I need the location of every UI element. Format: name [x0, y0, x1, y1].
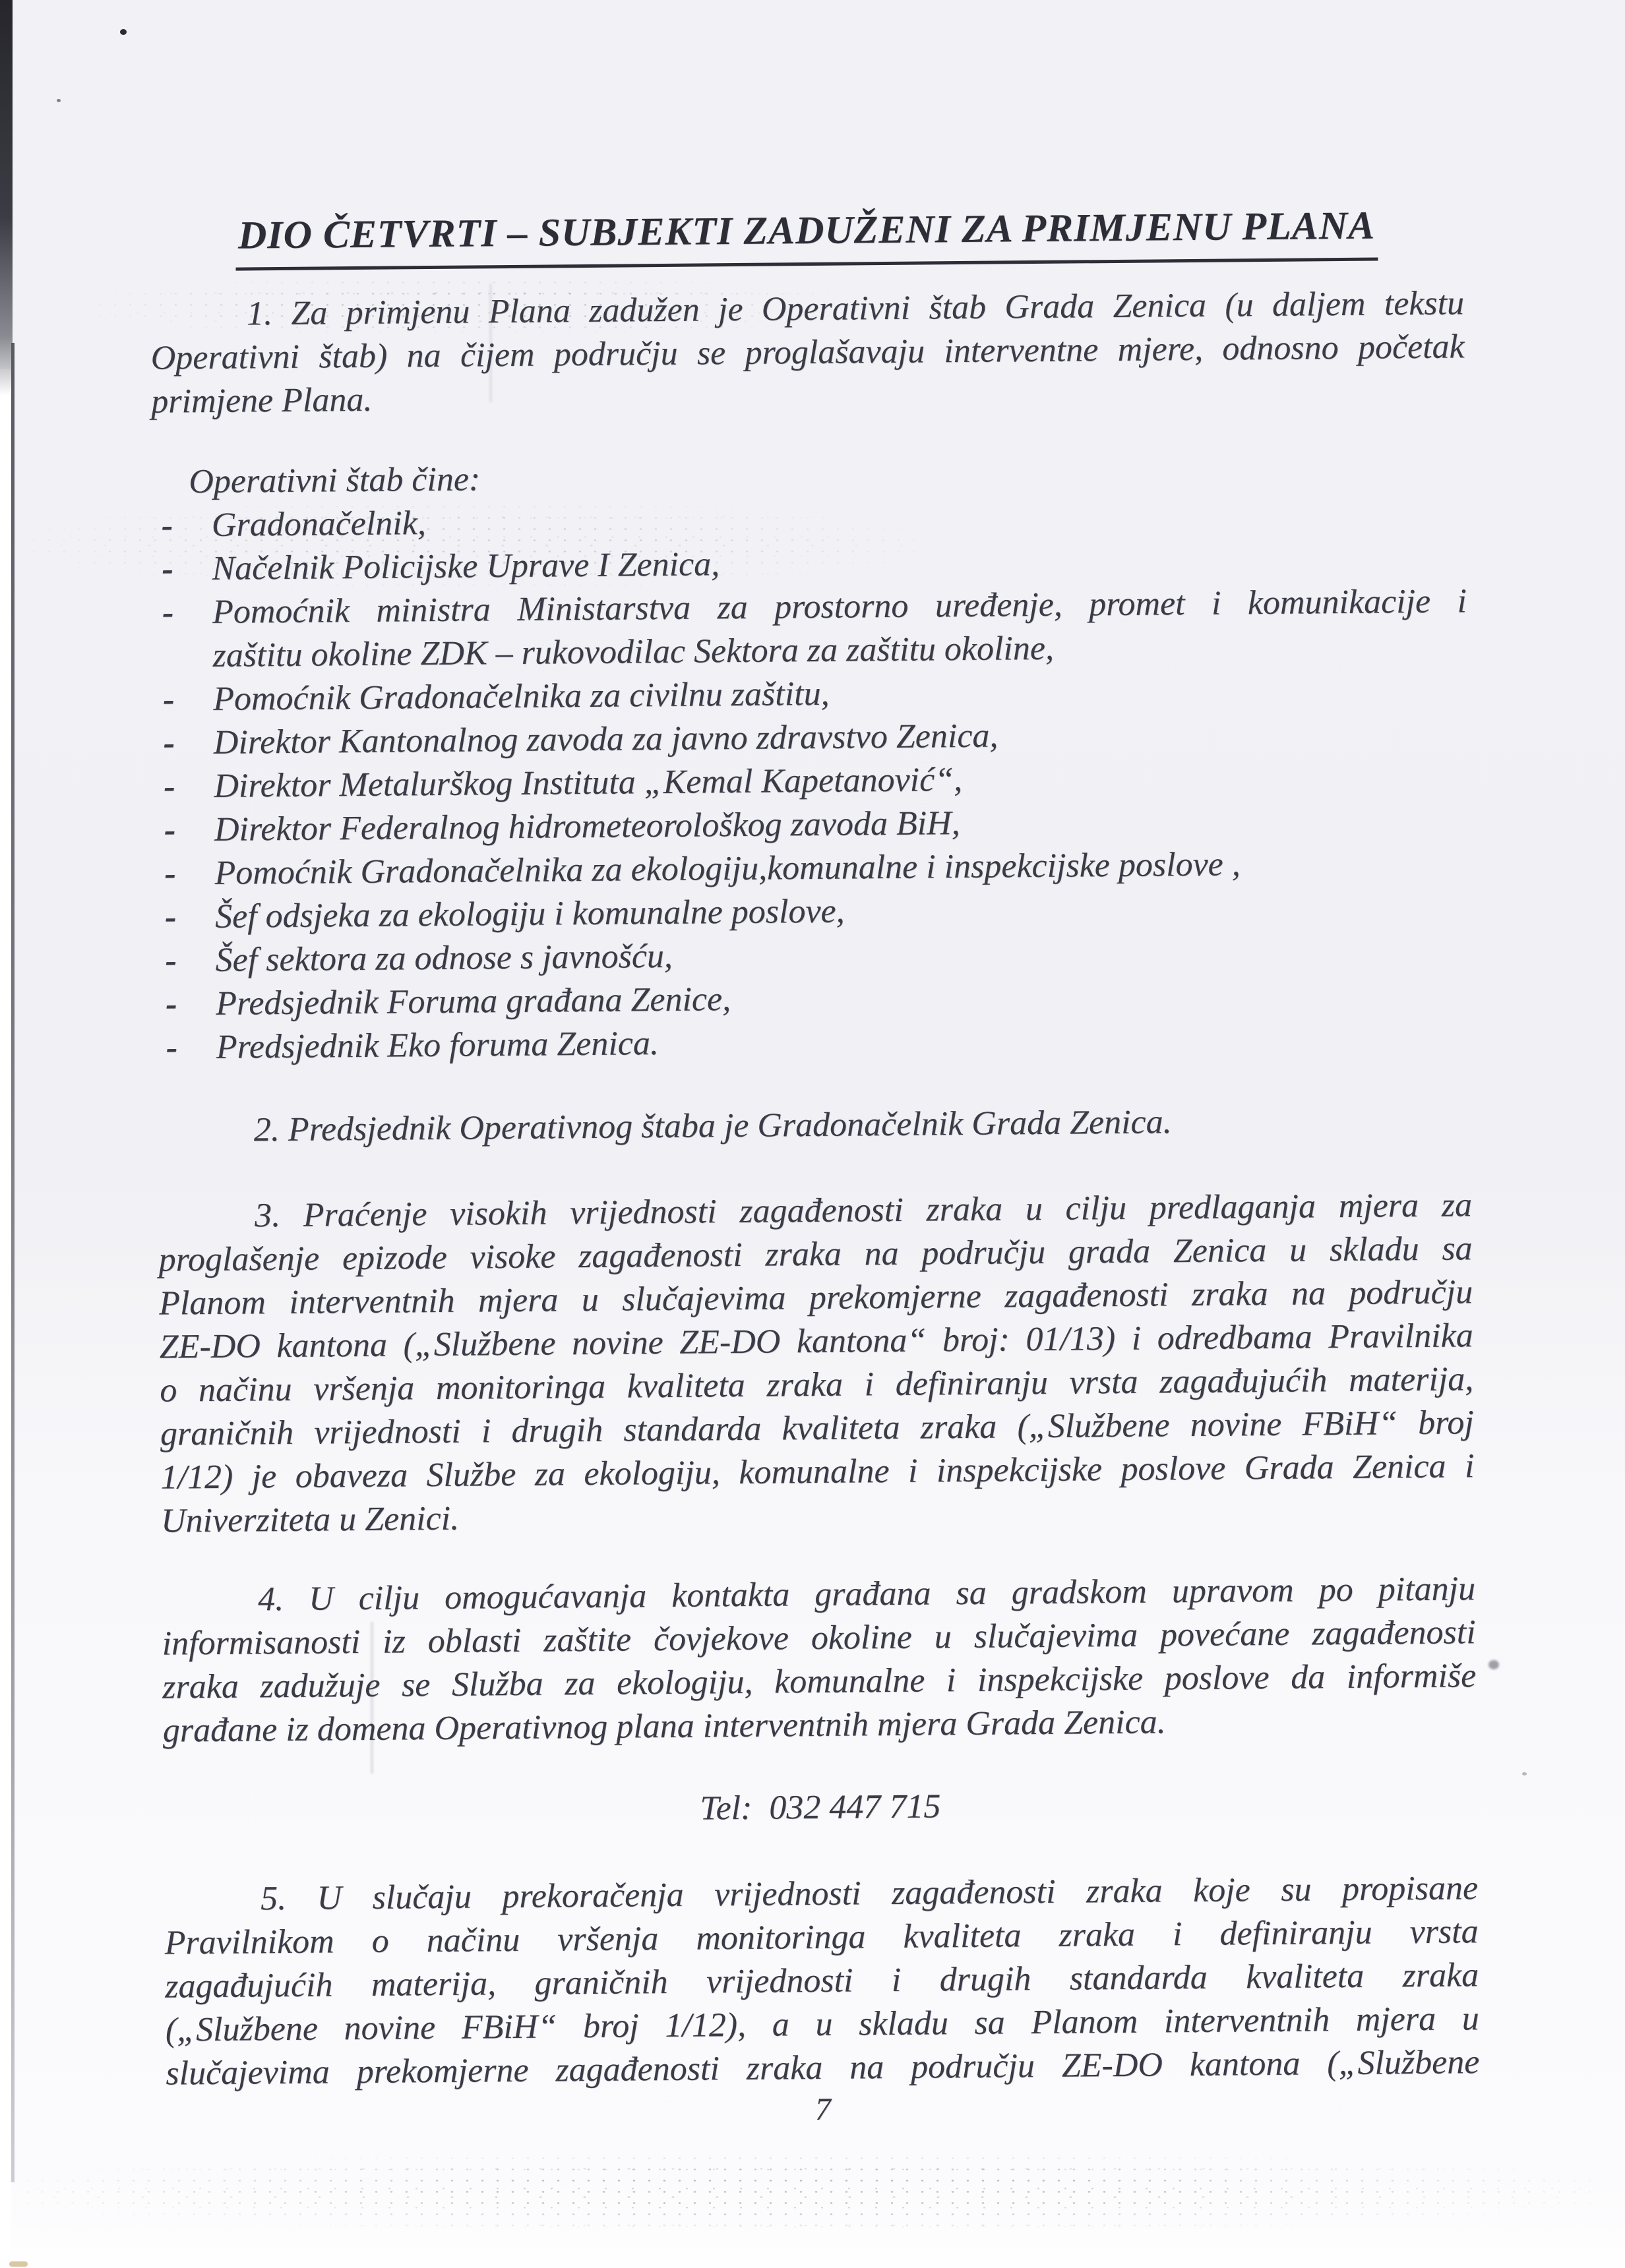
text-line: 1/12) je obaveza Službe za ekologiju, komunalne i inspekcijske poslove Grada Zenica i: [160, 1447, 1475, 1497]
document-title-text: DIO ČETVRTI – SUBJEKTI ZADUŽENI ZA PRIMJENU PLANA: [235, 200, 1378, 270]
text-line: o načinu vršenja monitoringa kvaliteta zraka i definiranju vrsta zagađujućih materija,: [160, 1360, 1474, 1410]
scan-edge-white-strip: [0, 369, 11, 2268]
staff-list: [152, 492, 1471, 1069]
dash-bullet: -: [164, 767, 175, 806]
text-line: 5. U slučaju prekoračenja vrijednosti zagađenosti zraka koje su propisane: [260, 1869, 1479, 1918]
scan-speck: [1522, 1772, 1527, 1776]
text-line: Predsjednik Foruma građana Zenice,: [215, 980, 731, 1023]
text-line: („Službene novine FBiH“ broj 1/12), a u skladu sa Planom interventnih mjera u: [165, 2000, 1479, 2049]
text-line: Planom interventnih mjera u slučajevima prekomjerne zagađenosti zraka na području: [158, 1273, 1473, 1323]
text-line: graničnih vrijednosti i drugih standarda kvaliteta zraka („Službene novine FBiH“ broj: [160, 1404, 1475, 1453]
text-line: ZE-DO kantona („Službene novine ZE-DO kantona“ broj: 01/13) i odredbama Pravilnika: [159, 1317, 1473, 1366]
paragraph-5: [164, 1866, 1480, 2095]
scan-edge-line: [11, 343, 15, 2182]
text-line: Pomoćnik Gradonačelnika za ekologiju,komunalne i inspekcijske poslove ,: [214, 845, 1241, 892]
staff-intro-text: Operativni štab čine:: [189, 460, 481, 501]
text-line: zaštitu okoline ZDK – rukovodilac Sektora za zaštitu okoline,: [212, 629, 1055, 674]
dash-bullet: -: [161, 506, 173, 545]
text-line: Gradonačelnik,: [211, 504, 427, 544]
dash-bullet: -: [165, 985, 177, 1023]
paragraph-1: [150, 282, 1465, 423]
text-line: Direktor Federalnog hidrometeorološkog zavoda BiH,: [214, 804, 960, 849]
text-line: Šef odsjeka za ekologiju i komunalne poslove,: [214, 892, 845, 936]
scan-edge-dark-strip: [0, 0, 13, 396]
text-line: primjene Plana.: [151, 380, 373, 421]
dash-bullet: -: [164, 811, 176, 849]
text-line: Šef sektora za odnose s javnošću,: [215, 937, 673, 979]
text-line: zagađujućih materija, graničnih vrijednosti i drugih standarda kvaliteta zraka: [164, 1956, 1479, 2006]
dash-bullet: -: [164, 854, 177, 893]
text-line: 1. Za primjenu Plana zadužen je Operativni štab Grada Zenica (u daljem tekstu: [246, 284, 1465, 333]
paragraph-3: [158, 1183, 1475, 1543]
dash-bullet: -: [162, 680, 175, 719]
text-line: proglašenje epizode visoke zagađenosti zraka na području grada Zenica u skladu sa: [158, 1230, 1473, 1279]
text-line: 3. Praćenje visokih vrijednosti zagađenosti zraka u cilju predlaganja mjera za: [254, 1186, 1473, 1235]
page-number: 7: [814, 2091, 832, 2128]
dash-bullet: -: [165, 941, 177, 980]
text-line: Predsjednik Eko foruma Zenica.: [216, 1025, 659, 1066]
dash-bullet: -: [166, 1029, 178, 1067]
scan-speck: [57, 99, 61, 102]
scan-speck: [120, 29, 127, 35]
text-line: Direktor Kantonalnog zavoda za javno zdravstvo Zenica,: [213, 717, 998, 761]
scan-speck: [1488, 1660, 1499, 1669]
text-line: Direktor Metalurškog Instituta „Kemal Kapetanović“,: [214, 761, 963, 805]
dash-bullet: -: [164, 898, 177, 936]
text-line: zraka zadužuje se Služba za ekologiju, komunalne i inspekcijske poslove da informiše: [162, 1657, 1477, 1706]
telephone-line: Tel: 032 447 715: [700, 1787, 941, 1828]
text-line: Univerziteta u Zenici.: [160, 1499, 460, 1540]
paragraph-4: [162, 1567, 1477, 1752]
text-line: Pomoćnik Gradonačelnika za civilnu zaštitu,: [212, 674, 830, 718]
document-title: [150, 200, 1464, 271]
text-line: informisanosti iz oblasti zaštite čovjekove okoline u slučajevima povećane zagađenosti: [162, 1613, 1476, 1663]
text-line: Načelnik Policijske Uprave I Zenica,: [212, 545, 720, 587]
text-line: 2. Predsjednik Operativnog štaba je Gradonačelnik Grada Zenica.: [253, 1103, 1172, 1149]
staff-item-text: [212, 580, 1467, 678]
scan-corner-mark: [9, 2261, 28, 2267]
document-content: [148, 0, 1481, 2268]
staff-list-item: [153, 580, 1467, 678]
paragraph-2: [158, 1098, 1472, 1152]
text-line: Pravilnikom o načinu vršenja monitoringa kvaliteta zraka i definiranju vrsta: [164, 1913, 1479, 1962]
text-line: građane iz domena Operativnog plana interventnih mjera Grada Zenica.: [162, 1703, 1166, 1750]
text-line: 4. U cilju omogućavanja kontakta građana sa gradskom upravom po pitanju: [257, 1570, 1476, 1619]
text-line: Operativni štab) na čijem području se proglašavaju interventne mjere, odnosno početak: [150, 328, 1465, 377]
text-line: Pomoćnik ministra Ministarstva za prostorno uređenje, promet i komunikacije i: [212, 582, 1467, 631]
text-line: slučajevima prekomjerne zagađenosti zraka na području ZE-DO kantona („Službene: [166, 2043, 1480, 2093]
dash-bullet: -: [163, 724, 175, 762]
dash-bullet: -: [162, 550, 174, 588]
dash-bullet: -: [162, 593, 174, 632]
